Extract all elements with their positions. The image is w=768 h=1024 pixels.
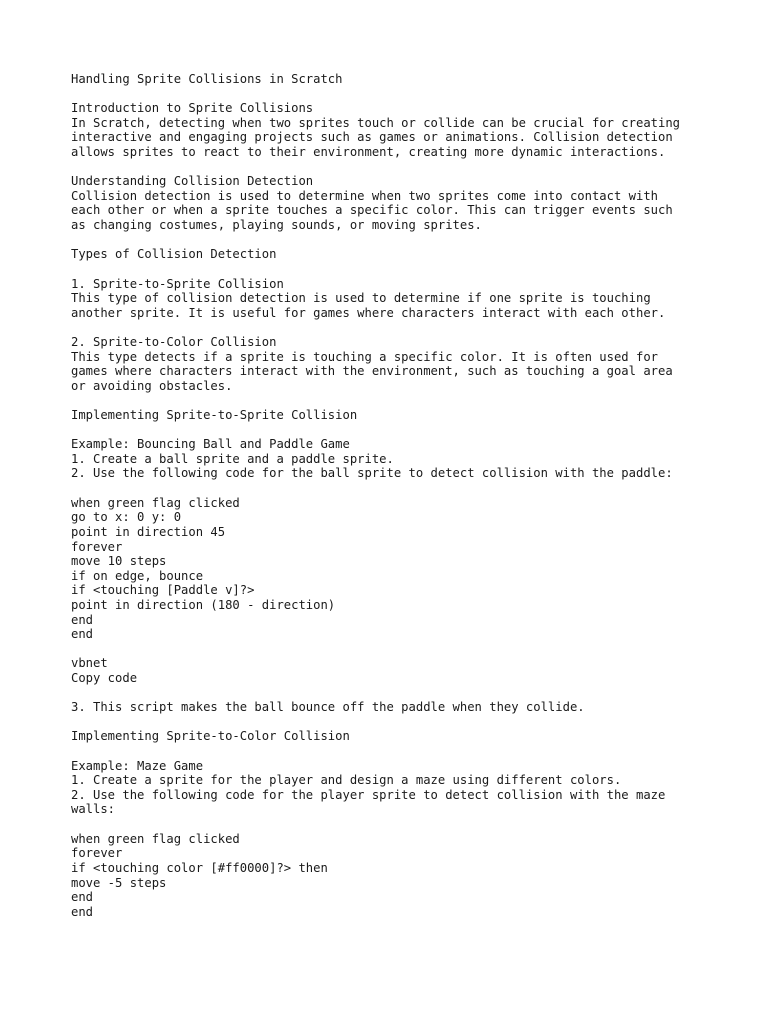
sprite-to-sprite-line: This type of collision detection is used to determine if one sprite is touching bbox=[71, 291, 651, 306]
document-page bbox=[71, 72, 751, 919]
spacer bbox=[71, 320, 751, 335]
code-line: point in direction 45 bbox=[71, 524, 226, 539]
intro-line: In Scratch, detecting when two sprites touch or collide can be crucial for creating bbox=[71, 115, 681, 130]
intro-heading: Introduction to Sprite Collisions bbox=[71, 101, 314, 116]
maze-code-block bbox=[71, 832, 751, 920]
spacer bbox=[71, 744, 751, 759]
spacer bbox=[71, 642, 751, 657]
spacer bbox=[71, 233, 751, 248]
sprite-to-sprite-line: another sprite. It is useful for games where characters interact with each other. bbox=[71, 305, 666, 320]
intro-line: interactive and engaging projects such as games or animations. Collision detection bbox=[71, 130, 673, 145]
spacer bbox=[71, 686, 751, 701]
impl-sprite-example-line: Example: Bouncing Ball and Paddle Game bbox=[71, 437, 350, 452]
ball-code-block bbox=[71, 496, 751, 642]
spacer bbox=[71, 87, 751, 102]
spacer bbox=[71, 393, 751, 408]
understanding-line: as changing costumes, playing sounds, or moving sprites. bbox=[71, 218, 482, 233]
code-line: move 10 steps bbox=[71, 554, 167, 569]
spacer bbox=[71, 715, 751, 730]
intro-line: allows sprites to react to their environment, creating more dynamic interactions. bbox=[71, 145, 666, 160]
understanding-heading: Understanding Collision Detection bbox=[71, 174, 314, 189]
code-line: if <touching color [#ff0000]?> then bbox=[71, 860, 328, 875]
spacer bbox=[71, 262, 751, 277]
impl-sprite-example-line: 1. Create a ball sprite and a paddle sprite. bbox=[71, 451, 394, 466]
sprite-to-color-heading: 2. Sprite-to-Color Collision bbox=[71, 334, 277, 349]
understanding-line: each other or when a sprite touches a specific color. This can trigger events such bbox=[71, 203, 673, 218]
code-line: move -5 steps bbox=[71, 875, 167, 890]
spacer bbox=[71, 817, 751, 832]
sprite-to-color-line: games where characters interact with the environment, such as touching a goal area bbox=[71, 364, 673, 379]
sprite-to-color-line: or avoiding obstacles. bbox=[71, 378, 233, 393]
code-language-label: vbnet bbox=[71, 656, 108, 671]
impl-color-example-line: 2. Use the following code for the player sprite to detect collision with the maze bbox=[71, 787, 666, 802]
sprite-to-sprite-heading: 1. Sprite-to-Sprite Collision bbox=[71, 276, 284, 291]
copy-code-button[interactable]: Copy code bbox=[71, 670, 138, 685]
impl-color-heading: Implementing Sprite-to-Color Collision bbox=[71, 729, 350, 744]
code-line: forever bbox=[71, 846, 123, 861]
impl-sprite-note: 3. This script makes the ball bounce off the paddle when they collide. bbox=[71, 700, 585, 715]
sprite-to-color-line: This type detects if a sprite is touching a specific color. It is often used for bbox=[71, 349, 658, 364]
spacer bbox=[71, 423, 751, 438]
code-line: forever bbox=[71, 539, 123, 554]
types-heading: Types of Collision Detection bbox=[71, 247, 277, 262]
code-line: when green flag clicked bbox=[71, 495, 240, 510]
document-title: Handling Sprite Collisions in Scratch bbox=[71, 72, 343, 86]
code-line: if <touching [Paddle v]?> bbox=[71, 583, 255, 598]
code-line: point in direction (180 - direction) bbox=[71, 597, 336, 612]
code-line: go to x: 0 y: 0 bbox=[71, 510, 182, 525]
code-line: end bbox=[71, 904, 94, 919]
impl-sprite-heading: Implementing Sprite-to-Sprite Collision bbox=[71, 408, 358, 423]
impl-color-example-line: Example: Maze Game bbox=[71, 758, 204, 773]
code-line: end bbox=[71, 890, 94, 905]
impl-color-example-line: walls: bbox=[71, 802, 116, 817]
code-line: when green flag clicked bbox=[71, 831, 240, 846]
impl-color-example-line: 1. Create a sprite for the player and design a maze using different colors. bbox=[71, 773, 622, 788]
code-line: if on edge, bounce bbox=[71, 568, 204, 583]
spacer bbox=[71, 481, 751, 496]
impl-sprite-example-line: 2. Use the following code for the ball sprite to detect collision with the paddle: bbox=[71, 466, 673, 481]
understanding-line: Collision detection is used to determine when two sprites come into contact with bbox=[71, 188, 658, 203]
code-line: end bbox=[71, 612, 94, 627]
code-line: end bbox=[71, 627, 94, 642]
spacer bbox=[71, 160, 751, 175]
